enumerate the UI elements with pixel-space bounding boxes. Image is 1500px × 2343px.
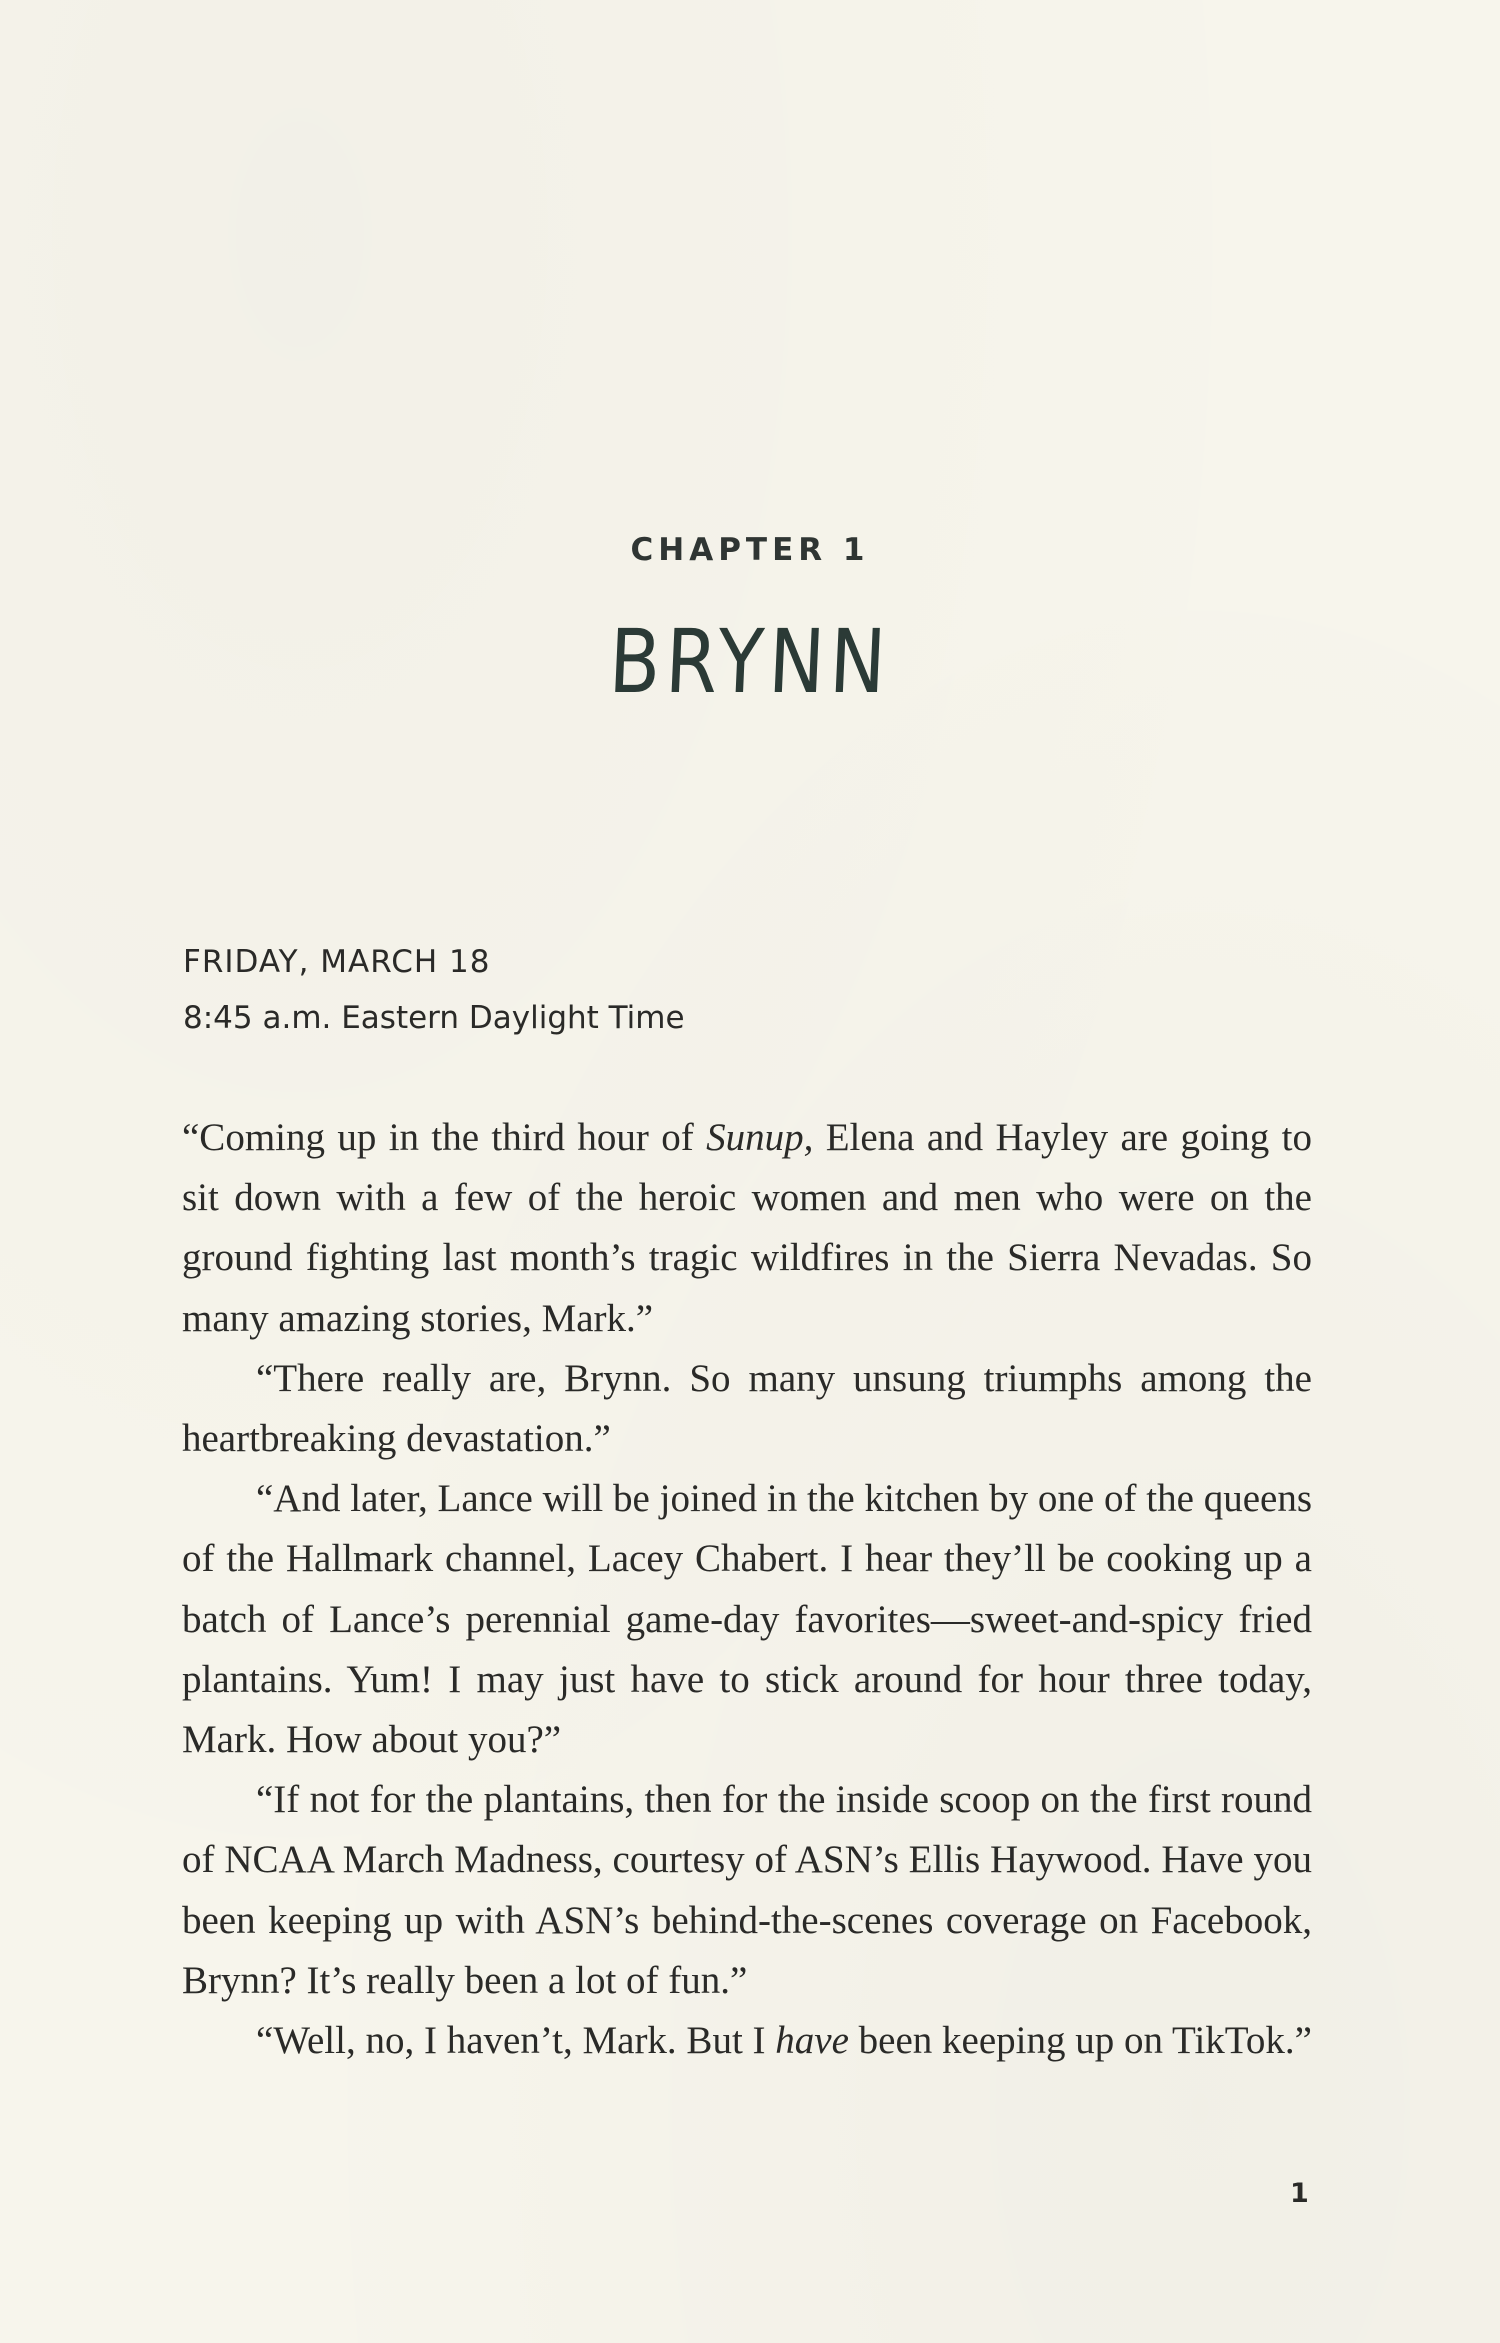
paragraph: “There really are, Brynn. So many unsung triumphs among the heartbreaking devastation.”	[182, 1356, 1312, 1461]
page-number: 1	[1290, 2178, 1309, 2209]
paragraph: “If not for the plantains, then for the inside scoop on the first round of NCAA March Madness, courtesy of ASN’s Ellis Haywood. Have you been keeping up with ASN’s behind-the-scenes coverage on Facebook, Brynn? It’s really been a lot of fun.”	[182, 1778, 1312, 2002]
paragraph	[182, 1108, 1312, 1349]
paragraph-text: Elena and Hayley are going to sit down with a few of the heroic women and men who were on the ground fighting last month’s tragic wildfires in the Sierra Nevadas. So many amazing stories, Mark.”	[182, 1116, 1312, 1340]
italic-word: have	[775, 2019, 849, 2063]
dateline-time: 8:45 a.m. Eastern Daylight Time	[183, 1000, 685, 1036]
paragraph: “And later, Lance will be joined in the kitchen by one of the queens of the Hallmark channel, Lacey Chabert. I hear they’ll be cooking up a batch of Lance’s perennial game-day favorites—sweet-and-spicy fried plantains. Yum! I may just have to stick around for hour three today, Mark. How about you?”	[182, 1477, 1312, 1762]
paragraph-text: been keeping up on TikTok.”	[848, 2019, 1312, 2063]
paragraph	[182, 2011, 1312, 2071]
chapter-body	[182, 1108, 1312, 2071]
dateline	[183, 934, 685, 1046]
chapter-label: CHAPTER 1	[630, 532, 870, 568]
italic-title: Sunup,	[706, 1116, 814, 1159]
paragraph-text: “Coming up in the third hour of	[182, 1116, 707, 1159]
dateline-day: FRIDAY, MARCH 18	[183, 944, 491, 980]
paragraph-text: “Well, no, I haven’t, Mark. But I	[256, 2019, 776, 2063]
chapter-title: BRYNN	[606, 610, 894, 713]
